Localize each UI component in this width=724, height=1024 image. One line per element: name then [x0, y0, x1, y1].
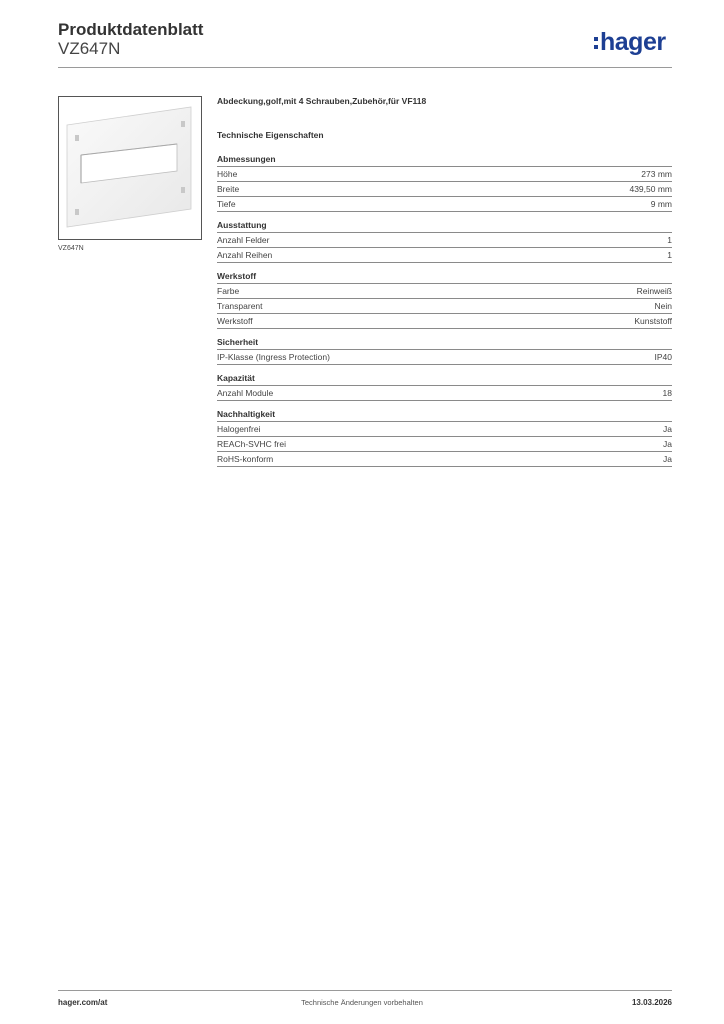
spec-row	[217, 299, 672, 314]
spec-label: Werkstoff	[217, 316, 253, 326]
spec-label: Höhe	[217, 169, 238, 179]
page-title: Produktdatenblatt	[58, 20, 204, 39]
spec-row	[217, 350, 672, 365]
section-kapazitaet	[217, 373, 672, 401]
section-title: Abmessungen	[217, 154, 672, 167]
spec-value: Ja	[663, 454, 672, 464]
footer-date: 13.03.2026	[631, 998, 672, 1007]
spec-label: Anzahl Reihen	[217, 250, 273, 260]
cover-plate-icon	[59, 97, 201, 239]
hager-logo	[594, 28, 666, 57]
spec-row	[217, 248, 672, 263]
spec-value: Kunststoff	[634, 316, 672, 326]
spec-label: Anzahl Felder	[217, 235, 270, 245]
spec-value: 18	[662, 388, 672, 398]
spec-value: 1	[667, 250, 672, 260]
spec-row	[217, 167, 672, 182]
spec-label: Tiefe	[217, 199, 236, 209]
spec-value: Ja	[663, 424, 672, 434]
spec-row	[217, 284, 672, 299]
spec-row	[217, 386, 672, 401]
spec-value: 9 mm	[650, 199, 672, 209]
spec-label: REACh-SVHC frei	[217, 439, 286, 449]
spec-label: Anzahl Module	[217, 388, 274, 398]
footer-divider	[58, 990, 672, 991]
spec-value: Nein	[654, 301, 672, 311]
spec-value: IP40	[654, 352, 672, 362]
spec-row	[217, 437, 672, 452]
header-divider	[58, 67, 672, 68]
product-code: VZ647N	[58, 39, 121, 58]
product-description: Abdeckung,golf,mit 4 Schrauben,Zubehör,für VF118	[217, 96, 427, 106]
spec-value: Ja	[663, 439, 672, 449]
footer-notice: Technische Änderungen vorbehalten	[301, 998, 423, 1007]
spec-label: Halogenfrei	[217, 424, 261, 434]
spec-label: IP-Klasse (Ingress Protection)	[217, 352, 330, 362]
spec-label: RoHS-konform	[217, 454, 274, 464]
footer-website-link[interactable]: hager.com/at	[58, 998, 108, 1007]
spec-row	[217, 314, 672, 329]
spec-value: 439,50 mm	[629, 184, 672, 194]
section-title: Nachhaltigkeit	[217, 409, 672, 422]
logo-dots-icon	[594, 37, 598, 49]
section-werkstoff	[217, 271, 672, 329]
section-title: Ausstattung	[217, 220, 672, 233]
section-title: Werkstoff	[217, 271, 672, 284]
spec-row	[217, 452, 672, 467]
spec-row	[217, 233, 672, 248]
product-image	[58, 96, 202, 240]
section-ausstattung	[217, 220, 672, 263]
spec-label: Breite	[217, 184, 240, 194]
spec-value: 273 mm	[641, 169, 672, 179]
spec-row	[217, 182, 672, 197]
image-caption: VZ647N	[58, 245, 84, 252]
spec-value: Reinweiß	[636, 286, 672, 296]
spec-label: Farbe	[217, 286, 240, 296]
spec-sheet	[217, 96, 672, 475]
spec-label: Transparent	[217, 301, 263, 311]
logo-text: hager	[600, 28, 666, 56]
section-nachhaltigkeit	[217, 409, 672, 467]
section-title: Kapazität	[217, 373, 672, 386]
spec-row	[217, 197, 672, 212]
spec-row	[217, 422, 672, 437]
section-title: Sicherheit	[217, 337, 672, 350]
section-sicherheit	[217, 337, 672, 365]
section-abmessungen	[217, 154, 672, 212]
spec-value: 1	[667, 235, 672, 245]
tech-heading: Technische Eigenschaften	[217, 130, 324, 140]
